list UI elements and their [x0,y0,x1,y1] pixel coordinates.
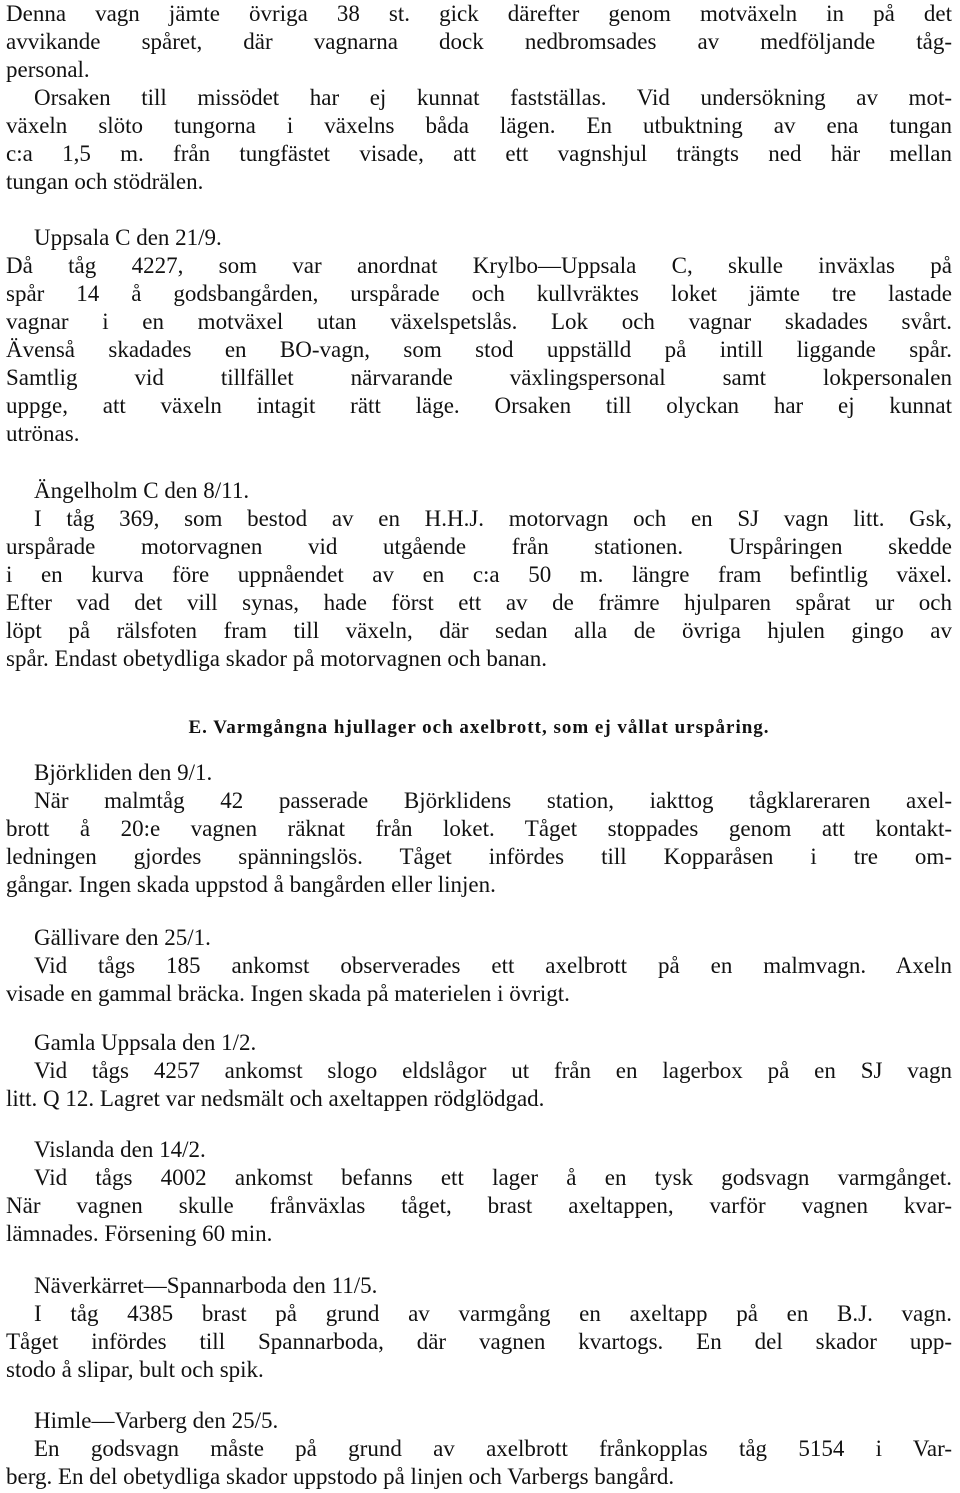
entry-line: spår 14 å godsbangården, urspårade och kullvräktes loket jämte tre lastade [6,281,952,306]
entry-heading-bjorkliden: Björkliden den 9/1. [34,760,213,785]
entry-heading-gallivare: Gällivare den 25/1. [34,925,211,950]
entry-line: uppge, att växeln intagit rätt läge. Orsaken till olyckan har ej kunnat [6,393,952,418]
entry-line: Vid tågs 185 ankomst observerades ett axelbrott på en malmvagn. Axeln [34,953,952,978]
entry-line: visade en gammal bräcka. Ingen skada på materielen i övrigt. [6,981,570,1006]
entry-line: Samtlig vid tillfället närvarande växlingspersonal samt lokpersonalen [6,365,952,390]
section-heading: E. Varmgångna hjullager och axelbrott, som ej vållat urspåring. [188,717,770,738]
entry-heading-vislanda: Vislanda den 14/2. [34,1137,206,1162]
entry-line: I tåg 4385 brast på grund av varmgång en axeltapp på en B.J. vagn. [34,1301,952,1326]
entry-heading-himle: Himle—Varberg den 25/5. [34,1408,279,1433]
entry-line: vagnar i en motväxel utan växelspetslås. Lok och vagnar skadades svårt. [6,309,952,334]
paragraph-line: personal. [6,57,90,82]
entry-heading-angelholm: Ängelholm C den 8/11. [34,478,250,503]
entry-line: lämnades. Försening 60 min. [6,1221,273,1246]
entry-line: stodo å slipar, bult och spik. [6,1357,264,1382]
paragraph-line: c:a 1,5 m. från tungfästet visade, att ett vagnshjul trängts ned här mellan [6,141,952,166]
entry-heading-uppsala: Uppsala C den 21/9. [34,225,222,250]
entry-line: En godsvagn måste på grund av axelbrott frånkopplas tåg 5154 i Var- [34,1436,952,1461]
entry-line: i en kurva före uppnåendet av en c:a 50 m. längre fram befintlig växel. [6,562,952,587]
entry-line: När malmtåg 42 passerade Björklidens station, iakttog tågklareraren axel- [34,788,952,813]
entry-line: Då tåg 4227, som var anordnat Krylbo—Uppsala C, skulle inväxlas på [6,253,952,278]
entry-line: urspårade motorvagnen vid utgående från stationen. Urspåringen skedde [6,534,952,559]
entry-line: berg. En del obetydliga skador uppstodo på linjen och Varbergs bangård. [6,1464,675,1489]
entry-line: brott å 20:e vagnen räknat från loket. Tåget stoppades genom att kontakt- [6,816,952,841]
entry-heading-gamla-uppsala: Gamla Uppsala den 1/2. [34,1030,257,1055]
paragraph-line: tungan och stödrälen. [6,169,204,194]
entry-line: I tåg 369, som bestod av en H.H.J. motorvagn och en SJ vagn litt. Gsk, [34,506,952,531]
entry-line: Vid tågs 4002 ankomst befanns ett lager å en tysk godsvagn varmgånget. [34,1165,952,1190]
entry-heading-naverkarret: Näverkärret—Spannarboda den 11/5. [34,1273,378,1298]
entry-line: Vid tågs 4257 ankomst slogo eldslågor ut från en lagerbox på en SJ vagn [34,1058,952,1083]
paragraph-line: växeln slöto tungorna i växelns båda lägen. En utbuktning av ena tungan [6,113,952,138]
paragraph-line: Orsaken till missödet har ej kunnat fastställas. Vid undersökning av mot- [34,85,952,110]
entry-line: utrönas. [6,421,80,446]
entry-line: gångar. Ingen skada uppstod å bangården eller linjen. [6,872,496,897]
entry-line: När vagnen skulle frånväxlas tåget, brast axeltappen, varför vagnen kvar- [6,1193,952,1218]
entry-line: ledningen gjordes spänningslös. Tåget infördes till Kopparåsen i tre om- [6,844,952,869]
entry-line: Ävenså skadades en BO-vagn, som stod uppställd på intill liggande spår. [6,337,952,362]
entry-line: Tåget infördes till Spannarboda, där vagnen kvartogs. En del skador upp- [6,1329,952,1354]
entry-line: Efter vad det vill synas, hade först ett av de främre hjulparen spårat ur och [6,590,952,615]
entry-line: löpt på rälsfoten fram till växeln, där sedan alla de övriga hjulen gingo av [6,618,952,643]
paragraph-line: avvikande spåret, där vagnarna dock nedbromsades av medföljande tåg- [6,29,952,54]
entry-line: spår. Endast obetydliga skador på motorvagnen och banan. [6,646,547,671]
entry-line: litt. Q 12. Lagret var nedsmält och axeltappen rödglödgad. [6,1086,545,1111]
paragraph-line: Denna vagn jämte övriga 38 st. gick därefter genom motväxeln in på det [6,1,952,26]
